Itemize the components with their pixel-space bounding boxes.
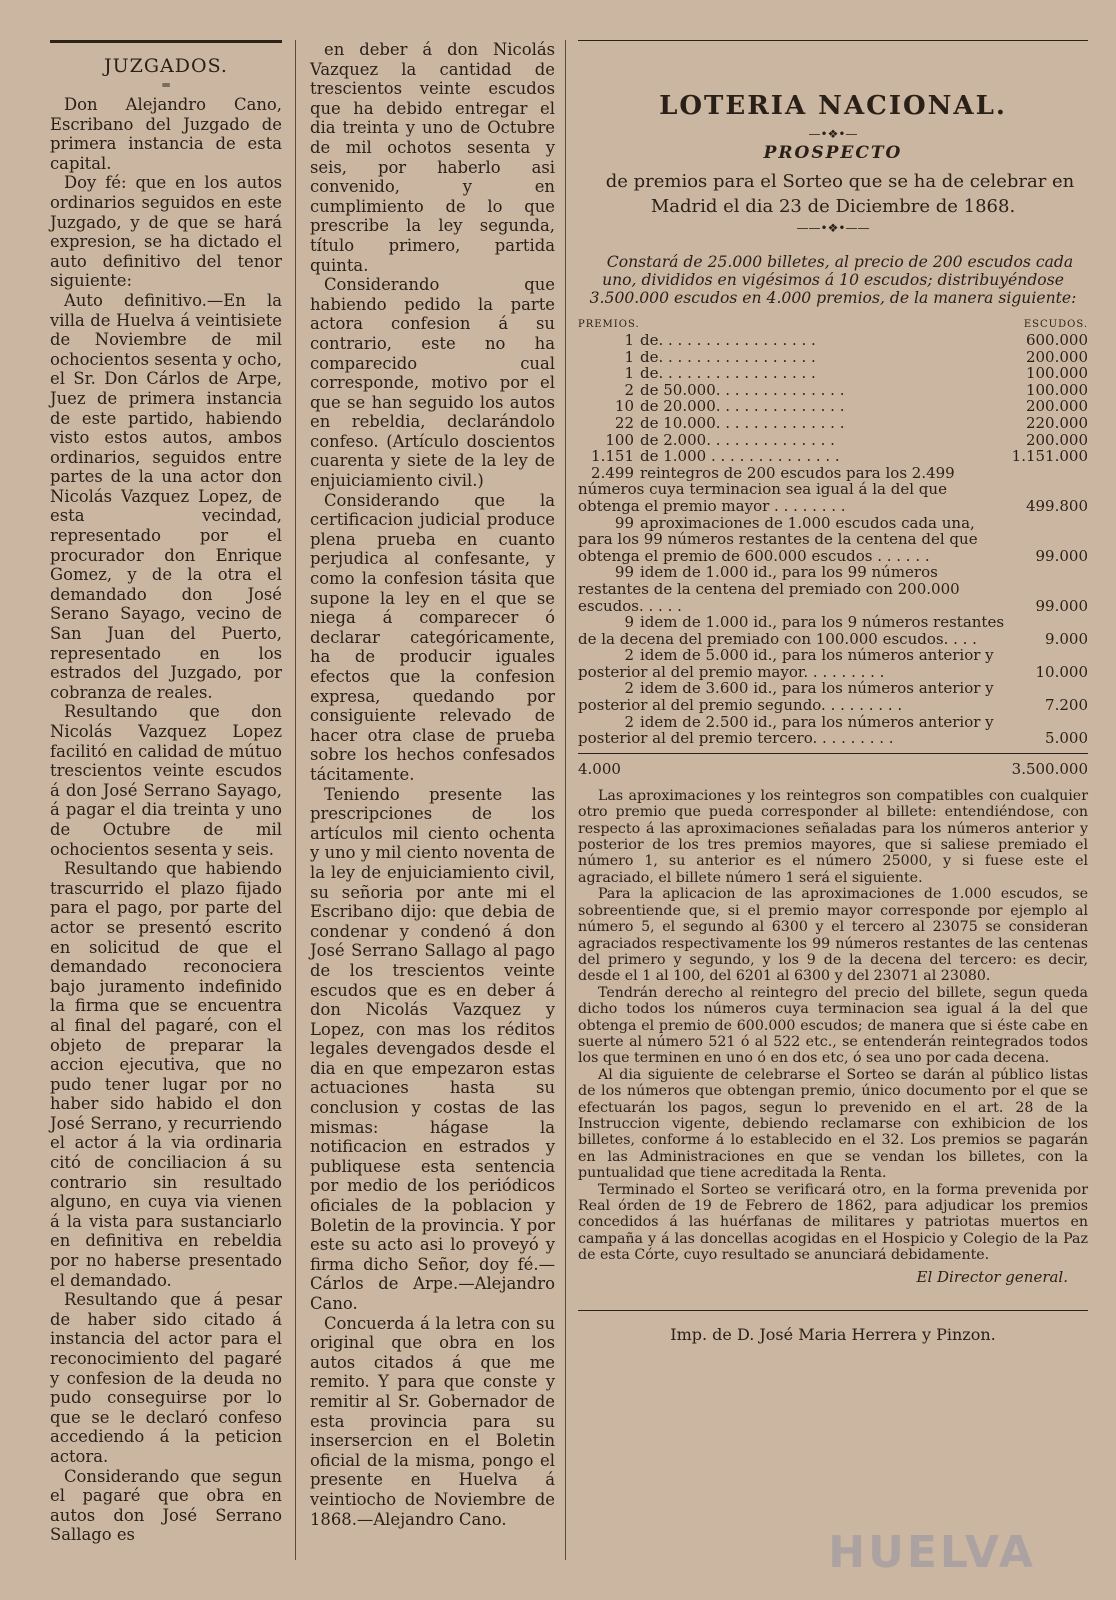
prize-amount: 200.000	[1025, 347, 1088, 366]
paragraph: Resultando que don Nicolás Vazquez Lopez facilitó en calidad de mútuo trescientos veinte escudos á don José Serrano Sayago, á pagar el dia treinta y uno de Octubre de mil ochocientos sesenta y seis.	[50, 702, 282, 859]
prize-amount: 220.000	[1025, 413, 1088, 432]
prize-count: 100	[605, 431, 634, 449]
prize-row	[578, 614, 1088, 647]
prize-text: de. . . . . . . . . . . . . . . . .	[640, 348, 816, 366]
prize-description	[578, 415, 1008, 432]
column-loteria	[578, 40, 1088, 1344]
top-rule	[578, 40, 1088, 41]
ornament: —•❖•—	[808, 127, 858, 141]
prize-row	[578, 398, 1088, 415]
prize-description	[578, 647, 1008, 680]
prize-amount: 600.000	[1025, 331, 1088, 349]
top-rule	[50, 40, 282, 43]
prize-description	[578, 398, 1008, 415]
prize-count: 1.151	[591, 448, 634, 465]
prize-amount: 9.000	[1045, 629, 1088, 648]
prize-count: 99	[614, 514, 634, 532]
prize-amount: 100.000	[1025, 380, 1088, 399]
paragraph: Al dia siguiente de celebrarse el Sorteo se darán al público listas de los números que obtengan premio, único documento por el que se efectuarán los pagos, segun lo prevenido en el art. 28 de la Instruccion vigente, debiendo reclamarse con exhibicion de los billetes, conforme á lo establecido en el 32. Los premios se pagarán en las Administraciones en que se vendan los billetes, con la puntualidad que tiene acreditada la Renta.	[578, 1066, 1088, 1182]
prize-text: de. . . . . . . . . . . . . . . . .	[640, 332, 816, 349]
prize-description	[578, 714, 1008, 747]
paragraph: Tendrán derecho al reintegro del precio del billete, segun queda dicho todos los números cuya terminacion sea igual á la del que obtenga el premio de 600.000 escudos; de manera que si éste cabe en suerte al número 521 ó al 522 etc., se entenderán reintegrados todos los que terminen en uno ó en dos etc, ó sea uno por cada decena.	[578, 984, 1088, 1067]
prize-text: idem de 2.500 id., para los números anterior y posterior al del premio tercero. . . . . . . . .	[578, 713, 994, 747]
prize-amount: 5.000	[1045, 729, 1088, 748]
paragraph: Para la aplicacion de las aproximaciones de 1.000 escudos, se sobreentiende que, si el premio mayor corresponde por ejemplo al número 5, el segundo al 6300 y el tercero al 23075 se consideran agraciados respectivamente los 99 números restantes de las centenas del primero y segundo, y los 9 de la decena del tercero: es decir, desde el 1 al 100, del 6201 al 6300 y del 23071 al 23080.	[578, 886, 1088, 985]
prize-amount: 200.000	[1025, 397, 1088, 416]
col2-body	[310, 40, 555, 1529]
signature: El Director general.	[916, 1267, 1068, 1286]
prize-row	[578, 714, 1088, 747]
prize-description	[578, 614, 1008, 647]
prize-amount: 10.000	[1035, 662, 1088, 681]
lottery-subtitle: de premios para el Sorteo que se ha de celebrar en Madrid el dia 23 de Diciembre de 1868.	[605, 171, 1075, 217]
prize-description	[578, 365, 1008, 382]
column-continuation	[310, 40, 555, 1529]
prize-text: reintegros de 200 escudos para los 2.499 números cuya terminacion sea igual á la del que obtenga el premio mayor . . . . . . . .	[578, 464, 955, 515]
paragraph: Doy fé: que en los autos ordinarios seguidos en este Juzgado, y de que se hará expresion, se ha dictado el auto definitivo del tenor siguiente:	[50, 173, 282, 291]
prize-text: idem de 3.600 id., para los números anterior y posterior al del premio segundo. . . . . . . . .	[578, 680, 994, 714]
total-row	[578, 753, 1088, 778]
paragraph: Don Alejandro Cano, Escribano del Juzgado de primera instancia de esta capital.	[50, 95, 282, 173]
lottery-title: LOTERIA NACIONAL.	[659, 91, 1007, 121]
bottom-rule	[578, 1310, 1088, 1311]
prize-description	[578, 432, 1008, 449]
prize-count: 1	[624, 348, 634, 366]
prize-row	[578, 448, 1088, 465]
imprint: Imp. de D. José Maria Herrera y Pinzon.	[670, 1324, 996, 1344]
prize-row	[578, 515, 1088, 565]
lottery-intro: Constará de 25.000 billetes, al precio de 200 escudos cada uno, divididos en vigésimos á 10 escudos; distribuyéndose 3.500.000 escudos en 4.000 premios, de la manera siguiente:	[589, 253, 1077, 307]
prize-text: idem de 1.000 id., para los 99 números restantes de la centena del premiado con 200.000 escudos. . . . .	[578, 564, 960, 615]
prize-description	[578, 332, 1008, 349]
prize-count: 9	[624, 614, 634, 632]
prize-amount: 200.000	[1025, 430, 1088, 449]
total-count: 4.000	[578, 759, 621, 778]
prize-count: 2	[624, 647, 634, 665]
prize-count: 10	[614, 398, 634, 415]
title-dash: ═	[162, 78, 170, 92]
prize-row	[578, 415, 1088, 432]
paragraph: Las aproximaciones y los reintegros son compatibles con cualquier otro premio que pueda corresponder al billete: entendiéndose, con respecto á las aproximaciones señaladas para los números anterior y posterior de los tres premios mayores, que si saliese premiado el número 1, su anterior es el número 25000, y si fuese este el agraciado, el billete número 1 será el siguiente.	[578, 787, 1088, 886]
prize-row	[578, 647, 1088, 680]
prize-count: 1	[624, 332, 634, 349]
paragraph: Considerando que segun el pagaré que obra en autos don José Serrano Sallago es	[50, 1466, 282, 1545]
prize-row	[578, 332, 1088, 349]
prize-count: 2	[624, 680, 634, 698]
prize-amount: 499.800	[1025, 496, 1088, 515]
prize-count: 22	[614, 414, 634, 432]
prize-description	[578, 448, 1008, 465]
prize-row	[578, 564, 1088, 614]
paragraph: Resultando que á pesar de haber sido citado á instancia del actor para el reconocimiento del pagaré y confesion de la deuda no pudo conseguirse por lo que se le declaró confeso accediendo á la peticion actora.	[50, 1290, 282, 1466]
prize-description	[578, 680, 1008, 713]
prize-text: de 50.000. . . . . . . . . . . . . .	[640, 381, 845, 399]
prize-description	[578, 382, 1008, 399]
prize-description	[578, 465, 1008, 515]
paragraph: Resultando que habiendo trascurrido el plazo fijado para el pago, por parte del actor se presentó escrito en solicitud de que el demandado reconociera bajo juramento indefinido la firma que se encuentra al final del pagaré, con el objeto de preparar la accion ejecutiva, que no pudo tener lugar por no haber sido habido el don José Serrano, y recurriendo el actor á la via ordinaria citó de conciliacion á su contrario sin resultado alguno, en cuya via vienen á la vista para sustanciarlo en definitiva en rebeldia por no haberse presentado el demandado.	[50, 859, 282, 1290]
ornament: ——•❖•——	[796, 221, 870, 235]
prize-row	[578, 680, 1088, 713]
column-divider-2	[565, 40, 566, 1560]
prize-text: de. . . . . . . . . . . . . . . . .	[640, 365, 816, 382]
prize-count: 2	[624, 381, 634, 399]
prize-count: 2.499	[591, 464, 634, 482]
prize-amount: 99.000	[1035, 546, 1088, 565]
paragraph: Concuerda á la letra con su original que obra en los autos citados á que me remito. Y para que conste y remitir al Sr. Gobernador de esta provincia para su insersercion en el Boletin oficial de la misma, pongo el presente en Huelva á veintiocho de Noviembre de 1868.—Alejandro Cano.	[310, 1313, 555, 1529]
prize-row	[578, 432, 1088, 449]
prize-text: de 1.000 . . . . . . . . . . . . . .	[640, 448, 840, 465]
column-juzgados	[50, 40, 282, 1545]
paragraph: Teniendo presente las prescripciones de los artículos mil ciento ochenta y uno y mil ciento noventa de la ley de enjuiciamiento civil, su señoria por ante mi el Escribano dijo: que debia de condenar y condenó á don José Serrano Sallago al pago de los trescientos veinte escudos que es en deber á don Nicolás Vazquez y Lopez, con mas los réditos legales devengados desde el dia en que empezaron estas actuaciones hasta su conclusion y costas de las mismas: hágase la notificacion en estrados y publiquese esta sentencia por medio de los periódicos oficiales de la poblacion y Boletin de la provincia. Y por este su acto asi lo proveyó y firma dicho Señor, doy fé.—Cárlos de Arpe.—Alejandro Cano.	[310, 784, 555, 1313]
prize-row	[578, 382, 1088, 399]
paragraph: Auto definitivo.—En la villa de Huelva á veintisiete de Noviembre de mil ochocientos sesenta y ocho, el Sr. Don Cárlos de Arpe, Juez de primera instancia de este partido, habiendo visto estos autos, ambos ordinarios, seguidos entre partes de la una actor don Nicolás Vazquez Lopez, de esta vecindad, representado por el procurador don Enrique Gomez, y de la otra el demandado don José Serano Sayago, vecino de San Juan del Puerto, representado en los estrados del Juzgado, por cobranza de reales.	[50, 290, 282, 702]
paragraph: en deber á don Nicolás Vazquez la cantidad de trescientos veinte escudos que ha debido entregar el dia treinta y uno de Octubre de mil ochotos sesenta y seis, por haberlo asi convenido, y en cumplimiento de lo que prescribe la ley segunda, título primero, partida quinta.	[310, 40, 555, 275]
prize-text: aproximaciones de 1.000 escudos cada una, para los 99 números restantes de la centena del que obtenga el premio de 600.000 escudos . . . . . .	[578, 514, 978, 565]
prize-text: de 10.000. . . . . . . . . . . . . .	[640, 414, 845, 432]
prize-table	[578, 332, 1088, 747]
prize-description	[578, 515, 1008, 565]
paragraph: Considerando que habiendo pedido la parte actora confesion á su contrario, este no ha comparecido cual corresponde, motivo por el que se han seguido los autos en rebeldia, declarándolo confeso. (Artículo doscientos cuarenta y siete de la ley de enjuiciamiento civil.)	[310, 275, 555, 491]
paragraph: Considerando que la certificacion judicial produce plena prueba en cuanto perjudica al confesante, y como la confesion tásita que supone la ley en el que se niega á comparecer ó declarar categóricamente, ha de producir iguales efectos que la confesion expresa, quedando por consiguiente relevado de hacer otra clase de prueba sobre los hechos confesados tácitamente.	[310, 490, 555, 784]
prize-description	[578, 349, 1008, 366]
prize-text: de 20.000. . . . . . . . . . . . . .	[640, 398, 845, 415]
prize-count: 1	[624, 365, 634, 382]
prize-row	[578, 365, 1088, 382]
prize-count: 99	[614, 564, 634, 582]
prize-description	[578, 564, 1008, 614]
prize-amount: 100.000	[1025, 364, 1088, 383]
prize-amount: 7.200	[1045, 696, 1088, 715]
col-escudos: ESCUDOS.	[1023, 319, 1088, 330]
lottery-body	[578, 788, 1088, 1264]
section-title: JUZGADOS.	[104, 55, 228, 77]
prize-text: de 2.000. . . . . . . . . . . . . .	[640, 431, 835, 449]
col-premios: PREMIOS.	[578, 319, 640, 330]
prize-amount: 1.151.000	[1011, 447, 1088, 466]
prize-row	[578, 465, 1088, 515]
watermark-logo: HUELVA	[828, 1527, 1036, 1578]
paragraph: Terminado el Sorteo se verificará otro, en la forma prevenida por Real órden de 19 de Febrero de 1862, para adjudicar los premios concedidos á las huérfanas de militares y patriotas muertos en campaña y á las doncellas acogidas en el Hospicio y Colegio de la Paz de esta Córte, cuyo resultado se anunciará debidamente.	[578, 1181, 1088, 1264]
col1-body	[50, 95, 282, 1545]
prize-amount: 99.000	[1035, 596, 1088, 615]
column-divider-1	[295, 40, 296, 1560]
prize-text: idem de 5.000 id., para los números anterior y posterior al del premio mayor. . . . . . . . .	[578, 647, 994, 681]
prospecto-heading: PROSPECTO	[763, 143, 903, 163]
prize-count: 2	[624, 713, 634, 731]
prize-text: idem de 1.000 id., para los 9 números restantes de la decena del premiado con 100.000 escudos. . . .	[578, 614, 1005, 648]
prize-row	[578, 349, 1088, 366]
table-header	[578, 319, 1088, 330]
total-amount: 3.500.000	[1011, 759, 1088, 778]
